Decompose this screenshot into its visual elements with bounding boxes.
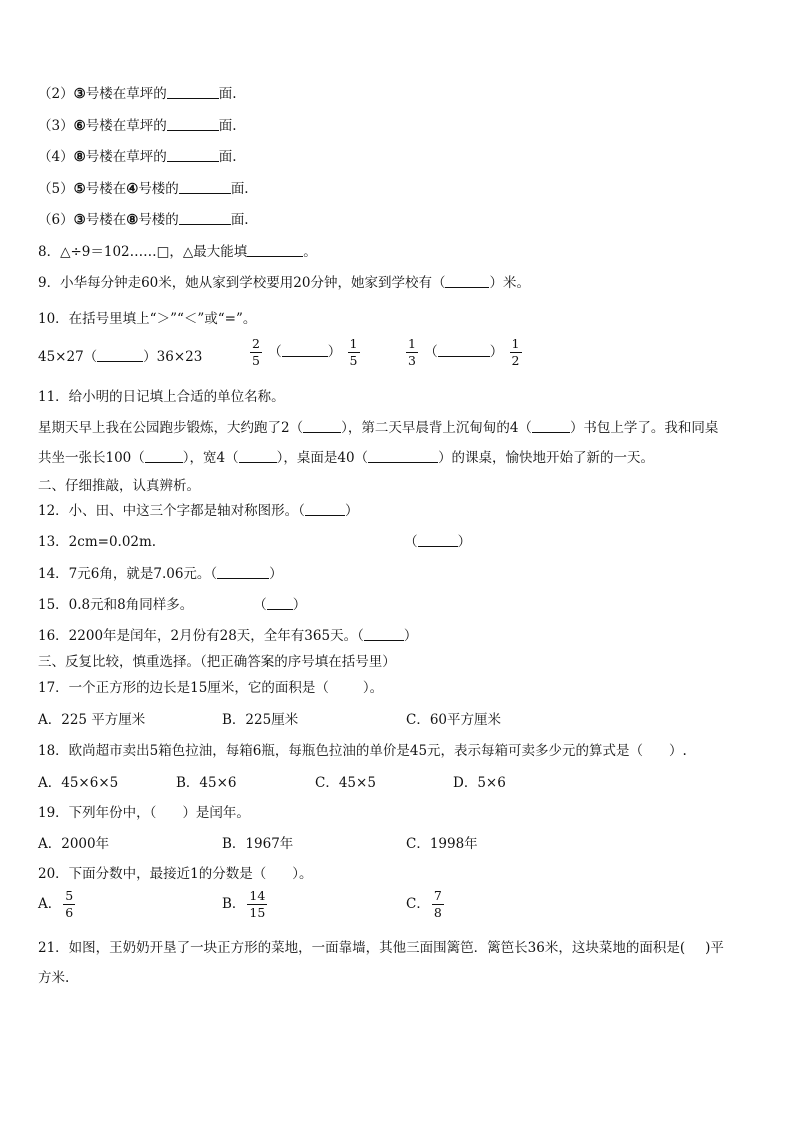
question-text: 10．在括号里填上“＞”“＜”或“=”。 (38, 311, 257, 327)
part-text: 号楼在 (85, 212, 127, 228)
q18-option-c[interactable]: C．45×5 (315, 775, 376, 791)
answer-blank[interactable] (282, 344, 328, 357)
q7-part-5 (38, 177, 249, 197)
part-index: （3） (38, 118, 74, 134)
question-text: 21．如图，王奶奶开垦了一块正方形的菜地，一面靠墙，其他三面围篱笆．篱笆长36米，这块菜地的面积是( (38, 940, 686, 956)
question-text: 20．下面分数中，最接近1的分数是（ (38, 866, 267, 882)
question-15: 15．0.8元和8角同样多。 （ ） (38, 597, 307, 613)
q18-option-d[interactable]: D．5×6 (453, 775, 506, 791)
question-8 (38, 240, 317, 260)
building-number: ⑥ (73, 118, 86, 134)
compare-right: ）36×23 (143, 349, 203, 365)
answer-blank[interactable] (303, 420, 341, 433)
fraction: $\frac{1}{5}$ (349, 336, 358, 368)
part-end: 面. (218, 86, 237, 102)
part-index: （6） (38, 212, 74, 228)
question-text: 9．小华每分钟走60米，她从家到学校要用20分钟，她家到学校有（ (38, 275, 446, 291)
answer-blank[interactable] (239, 450, 277, 463)
answer-blank[interactable] (179, 181, 231, 194)
q19-option-c[interactable]: C．1998年 (406, 836, 478, 852)
answer-blank[interactable] (179, 212, 231, 225)
answer-blank[interactable] (167, 149, 219, 162)
section-3-heading: 三、反复比较，慎重选择。（把正确答案的序号填在括号里） (38, 654, 396, 670)
answer-blank[interactable] (167, 86, 219, 99)
paren-open: （ (268, 344, 282, 360)
section-2-heading: 二、仔细推敲，认真辨析。 (38, 478, 200, 494)
question-11 (38, 385, 285, 405)
fraction: $\frac{1}{2}$ (511, 336, 520, 368)
part-index: （4） (38, 149, 74, 165)
q17-option-b[interactable]: B．225厘米 (222, 712, 299, 728)
q18-option-b[interactable]: B．45×6 (176, 775, 237, 791)
question-17: 17．一个正方形的边长是15厘米，它的面积是（ ）。 (38, 680, 384, 696)
compare-left: 45×27（ (38, 349, 98, 365)
q7-part-6 (38, 208, 249, 228)
part-text: 号楼在草坪的 (85, 86, 167, 102)
question-21: 21．如图，王奶奶开垦了一块正方形的菜地，一面靠墙，其他三面围篱笆．篱笆长36米，这块菜地的面积是( )平 (38, 940, 724, 956)
question-text: 8．△÷9＝102……□，△最大能填 (38, 244, 248, 260)
part-text-2: 号楼的 (138, 181, 179, 197)
question-text: 13．2cm=0.02m. (38, 534, 157, 550)
fraction: $\frac{1}{3}$ (408, 336, 416, 368)
building-number-2: ④ (126, 181, 139, 197)
answer-blank[interactable] (97, 349, 143, 362)
q7-part-4 (38, 145, 237, 165)
answer-blank[interactable] (167, 118, 219, 131)
question-text: 17．一个正方形的边长是15厘米，它的面积是（ (38, 680, 329, 696)
question-text: 15．0.8元和8角同样多。 (38, 597, 194, 613)
question-9 (38, 271, 530, 291)
q11-line-2: 共坐一张长100（ ），宽4（ ），桌面是40（ ）的课桌，愉快地开始了新的一天。 (38, 450, 655, 466)
q11-line-1: 星期天早上我在公园跑步锻炼，大约跑了2（ ），第二天早晨背上沉甸甸的4（ ）书包上学了。我和同桌 (38, 420, 719, 436)
part-index: （5） (38, 181, 74, 197)
q7-part-2 (38, 82, 237, 102)
q7-part-3 (38, 114, 237, 134)
part-end: 面. (218, 118, 237, 134)
q17-option-c[interactable]: C．60平方厘米 (406, 712, 502, 728)
question-12: 12．小、田、中这三个字都是轴对称图形。（ ） (38, 503, 359, 519)
part-end: 面. (218, 149, 237, 165)
q20-option-a[interactable]: A． $\frac{5}{6}$ (38, 888, 74, 920)
fraction: $\frac{14}{15}$ (249, 888, 266, 920)
part-end: 面. (230, 212, 249, 228)
part-text: 号楼在草坪的 (85, 149, 167, 165)
building-number: ⑤ (73, 181, 86, 197)
building-number: ③ (73, 212, 86, 228)
paren-open: （ (424, 344, 438, 360)
q20-option-b[interactable]: B． $\frac{14}{15}$ (222, 888, 266, 920)
building-number: ③ (73, 86, 86, 102)
question-text: 11．给小明的日记填上合适的单位名称。 (38, 389, 285, 405)
q10-compare-c (404, 337, 524, 368)
answer-blank[interactable] (305, 503, 345, 516)
answer-blank[interactable] (445, 275, 489, 288)
answer-blank[interactable] (145, 450, 183, 463)
q19-option-a[interactable]: A．2000年 (38, 836, 110, 852)
answer-blank[interactable] (532, 420, 570, 433)
question-end: 。 (303, 244, 317, 260)
building-number: ⑧ (73, 149, 86, 165)
fraction: $\frac{2}{5}$ (252, 336, 260, 368)
paren-close: ） (327, 344, 342, 360)
q20-option-c[interactable]: C． $\frac{7}{8}$ (406, 888, 442, 920)
question-text: 19．下列年份中，（ (38, 805, 157, 821)
answer-blank[interactable] (418, 534, 458, 547)
q10-compare-b (248, 337, 362, 368)
part-text: 号楼在 (85, 181, 127, 197)
question-end: ）米。 (489, 275, 530, 291)
question-10 (38, 307, 256, 327)
part-end: 面. (230, 181, 249, 197)
q18-option-a[interactable]: A．45×6×5 (38, 775, 119, 791)
answer-blank[interactable] (267, 597, 293, 610)
q17-option-a[interactable]: A．225 平方厘米 (38, 712, 146, 728)
part-index: （2） (38, 86, 74, 102)
answer-blank[interactable] (438, 344, 490, 357)
q19-option-b[interactable]: B．1967年 (222, 836, 294, 852)
q10-compare-a (38, 345, 202, 365)
answer-blank[interactable] (368, 450, 438, 463)
question-20: 20．下面分数中，最接近1的分数是（ ）。 (38, 866, 313, 882)
fraction: $\frac{5}{6}$ (65, 888, 74, 920)
paren-close: ） (489, 344, 504, 360)
question-text: 18．欧尚超市卖出5箱色拉油，每箱6瓶，每瓶色拉油的单价是45元，表示每箱可卖多少元的算式是（ (38, 743, 644, 759)
part-text: 号楼在草坪的 (85, 118, 167, 134)
question-16: 16．2200年是闰年，2月份有28天，全年有365天。（ ） (38, 628, 418, 644)
question-text: 16．2200年是闰年，2月份有28天，全年有365天。（ (38, 628, 364, 644)
part-text-2: 号楼的 (138, 212, 179, 228)
question-21-cont: 方米. (38, 970, 70, 986)
answer-blank[interactable] (364, 628, 404, 641)
question-18: 18．欧尚超市卖出5箱色拉油，每箱6瓶，每瓶色拉油的单价是45元，表示每箱可卖多少元的算式是（ ）. (38, 743, 687, 759)
answer-blank[interactable] (217, 566, 269, 579)
question-text: 14．7元6角，就是7.06元。（ (38, 566, 218, 582)
building-number-2: ⑧ (126, 212, 139, 228)
answer-blank[interactable] (247, 244, 303, 257)
question-text: 12．小、田、中这三个字都是轴对称图形。（ (38, 503, 305, 519)
fraction: $\frac{7}{8}$ (433, 888, 442, 920)
question-19: 19．下列年份中，（ ）是闰年。 (38, 805, 250, 821)
question-14: 14．7元6角，就是7.06元。（ ） (38, 566, 283, 582)
question-13: 13．2cm=0.02m. （ ） (38, 534, 472, 550)
